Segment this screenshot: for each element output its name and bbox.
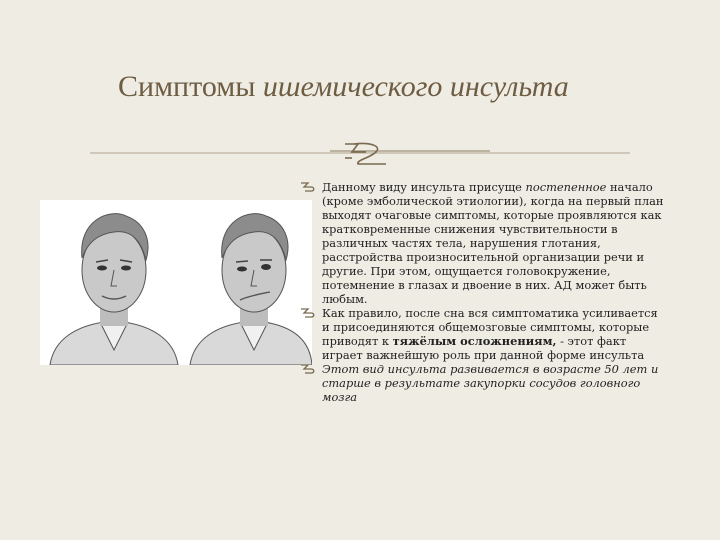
bullet-1-after: начало (кроме эмболической этиологии), когда на первый план выходят очаговые симптомы, которые проявляются как кратковременные снижения чувствительности в различных частях тела, нарушения глотания, расстройства произносительной организации речи и другие. При этом, ощущается головокружение, потемнение в глазах и двоение в них. АД может быть любым. xyxy=(322,180,664,306)
bullet-2-strong: тяжёлым осложнениям, xyxy=(392,334,557,348)
list-item xyxy=(300,362,665,404)
scroll-bullet-icon xyxy=(300,181,316,193)
list-item xyxy=(300,180,665,306)
scroll-bullet-icon xyxy=(300,307,316,319)
title-divider xyxy=(90,138,630,168)
symptom-list xyxy=(300,180,665,404)
title-plain: Симптомы xyxy=(118,70,263,103)
scroll-ornament-icon xyxy=(345,143,386,164)
bullet-2-before: Как правило, после сна вся симптоматика усиливается и присоединяются общемозговые симптомы, которые приводят к xyxy=(322,306,658,348)
slide-title xyxy=(118,70,569,104)
patient-faces-photo xyxy=(40,200,312,365)
title-italic: ишемического инсульта xyxy=(262,70,569,103)
scroll-bullet-icon xyxy=(300,363,316,375)
bullet-3-text: Этот вид инсульта развивается в возрасте 50 лет и старше в результате закупорки сосудов головного мозга xyxy=(322,362,659,404)
list-item xyxy=(300,306,665,362)
bullet-1-before: Данному виду инсульта присуще xyxy=(322,180,526,194)
bullet-1-emphasis: постепенное xyxy=(525,180,607,194)
bullet-2-after: - этот факт играет важнейшую роль при данной форме инсульта xyxy=(322,334,645,362)
